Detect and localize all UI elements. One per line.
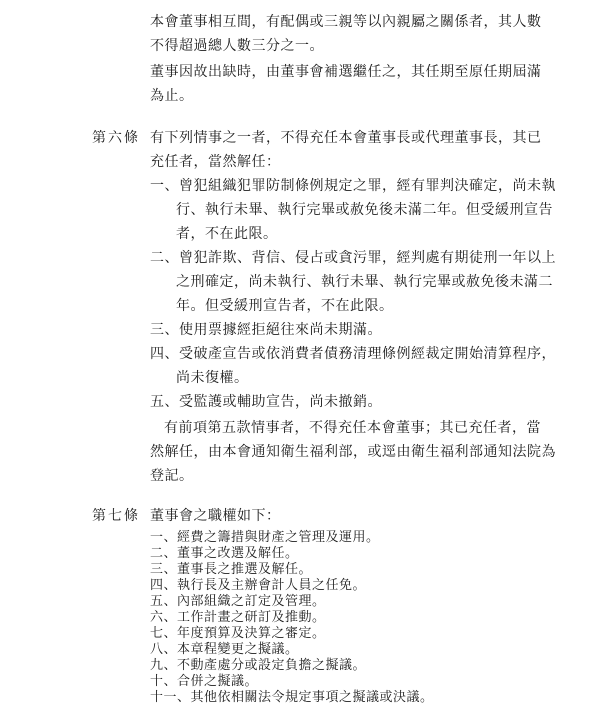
intro-paragraph-2-line-1: 董事因故出缺時，由董事會補選繼任之，其任期至原任期屆滿 xyxy=(150,64,542,80)
article-6-tail-line-2: 然解任，由本會通知衛生福利部，或逕由衛生福利部通知法院為 xyxy=(150,444,556,460)
article-6-item-3: 三、使用票據經拒絕往來尚未期滿。 xyxy=(150,322,382,338)
article-6-tail-line-1: 有前項第五款情事者，不得充任本會董事；其已充任者，當 xyxy=(164,420,541,436)
article-7-item: 二、董事之改選及解任。 xyxy=(150,546,299,561)
article-7-item: 一、經費之籌措與財產之管理及運用。 xyxy=(150,530,380,545)
article-7-item: 九、不動產處分或設定負擔之擬議。 xyxy=(150,658,367,673)
article-7-item: 十、合併之擬議。 xyxy=(150,674,259,689)
article-6-item-2-line-3: 年。但受緩刑宣告者，不在此限。 xyxy=(176,298,394,314)
article-7-item: 四、執行長及主辦會計人員之任免。 xyxy=(150,578,367,593)
article-7-lead: 董事會之職權如下： xyxy=(150,508,281,524)
article-6-item-4-line-2: 尚未復權。 xyxy=(176,370,249,386)
article-7-item: 五、內部組織之訂定及管理。 xyxy=(150,594,326,609)
article-6-item-5: 五、受監護或輔助宣告，尚未撤銷。 xyxy=(150,394,382,410)
article-6-item-4-line-1: 四、受破產宣告或依消費者債務清理條例經裁定開始清算程序， xyxy=(150,346,556,362)
article-6-item-1-line-1: 一、曾犯組織犯罪防制條例規定之罪，經有罪判決確定，尚未執 xyxy=(150,178,556,194)
article-6-item-1-line-3: 者，不在此限。 xyxy=(176,226,278,242)
article-6-item-2-line-1: 二、曾犯詐欺、背信、侵占或貪污罪，經判處有期徒刑一年以上 xyxy=(150,250,556,266)
article-6-label: 第六條 xyxy=(92,130,140,146)
article-7-item: 八、本章程變更之擬議。 xyxy=(150,642,299,657)
intro-paragraph-2-line-2: 為止。 xyxy=(150,88,194,104)
article-6-lead-line-2: 充任者，當然解任： xyxy=(150,154,281,170)
article-6-item-1-line-2: 行、執行未畢、執行完畢或赦免後未滿二年。但受緩刑宣告 xyxy=(176,202,553,218)
intro-paragraph-1-line-2: 不得超過總人數三分之一。 xyxy=(150,38,324,54)
article-6-item-2-line-2: 之刑確定，尚未執行、執行未畢、執行完畢或赦免後未滿二 xyxy=(176,274,553,290)
article-7-item: 十一、其他依相關法令規定事項之擬議或決議。 xyxy=(150,690,434,705)
article-7-item: 六、工作計畫之研訂及推動。 xyxy=(150,610,326,625)
article-7-item: 七、年度預算及決算之審定。 xyxy=(150,626,326,641)
article-6-tail-line-3: 登記。 xyxy=(150,468,194,484)
article-7-item: 三、董事長之推選及解任。 xyxy=(150,562,313,577)
article-7-label: 第七條 xyxy=(92,508,140,524)
article-6-lead-line-1: 有下列情事之一者，不得充任本會董事長或代理董事長，其已 xyxy=(150,130,542,146)
intro-paragraph-1-line-1: 本會董事相互間，有配偶或三親等以內親屬之關係者，其人數 xyxy=(150,14,542,30)
